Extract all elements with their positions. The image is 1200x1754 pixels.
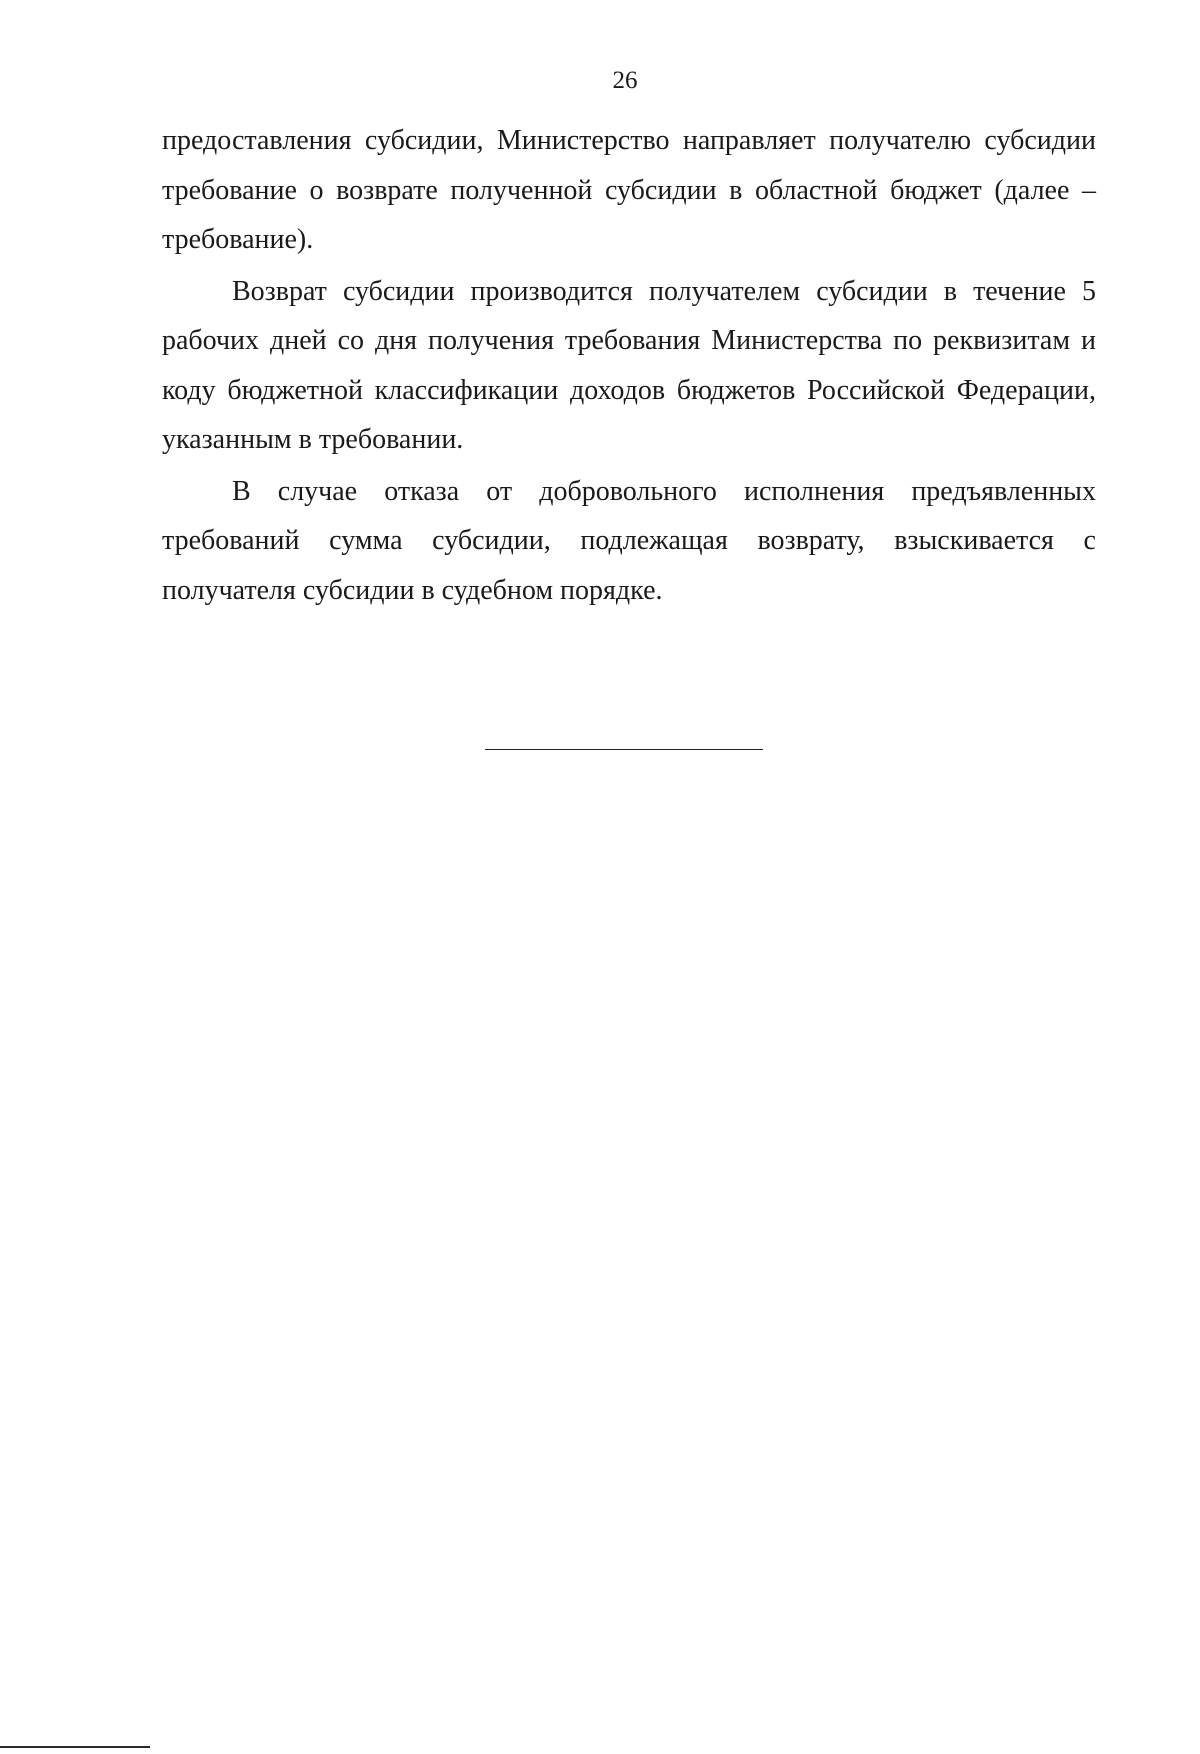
body-text	[162, 116, 1096, 617]
scan-edge-mark	[0, 1746, 150, 1748]
paragraph-judicial-recovery: В случае отказа от добровольного исполнения предъявленных требований сумма субсидии, подлежащая возврату, взыскивается с получателя субсидии в судебном порядке.	[162, 475, 1096, 606]
end-separator-line	[485, 749, 763, 750]
paragraph-continuation: предоставления субсидии, Министерство направляет получателю субсидии требование о возврате полученной субсидии в областной бюджет (далее – требование).	[162, 125, 1096, 255]
page-number: 26	[612, 67, 638, 94]
paragraph-refund-procedure: Возврат субсидии производится получателем субсидии в течение 5 рабочих дней со дня получения требования Министерства по реквизитам и коду бюджетной классификации доходов бюджетов Российской Федерации, указанным в требовании.	[162, 275, 1096, 455]
